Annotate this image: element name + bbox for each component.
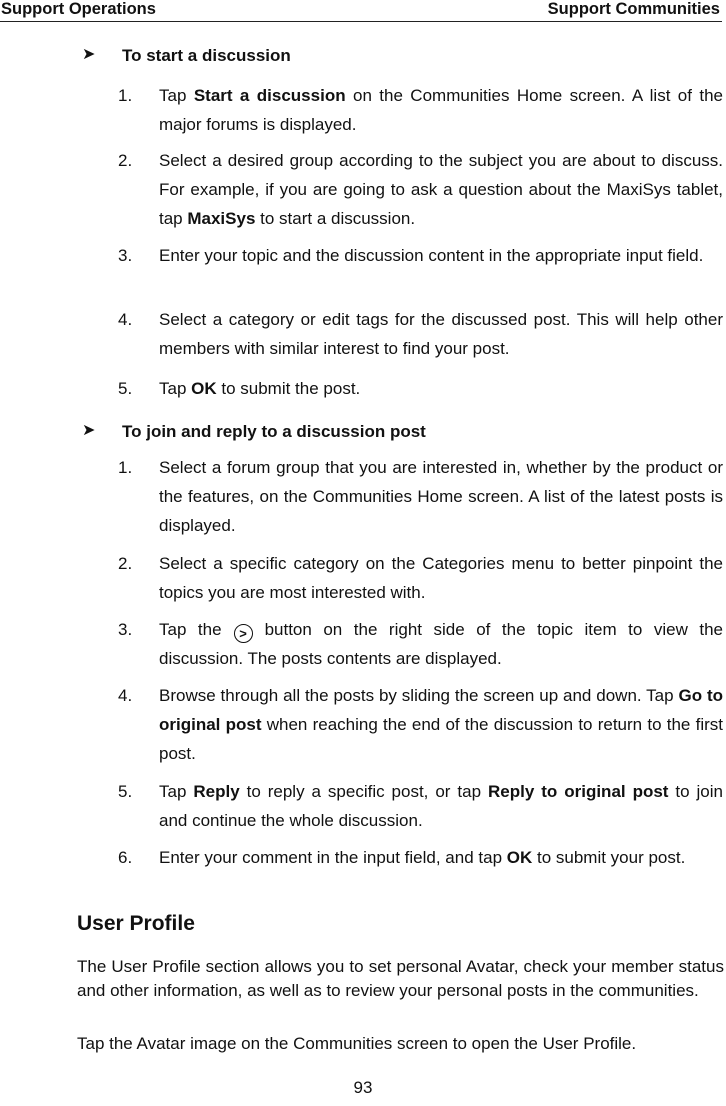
section-title-user-profile: User Profile [77, 912, 195, 935]
page-header [0, 0, 722, 22]
arrow-bullet-icon: ➤ [82, 422, 96, 439]
arrow-bullet-icon: ➤ [82, 46, 96, 63]
header-left: Support Operations [1, 0, 156, 18]
paragraph: The User Profile section allows you to set personal Avatar, check your member status and other information, as well as to review your personal posts in the communities. [77, 957, 724, 1000]
header-right: Support Communities [547, 0, 720, 18]
paragraph: Tap the Avatar image on the Communities screen to open the User Profile. [77, 1034, 637, 1053]
page-number: 93 [353, 1078, 373, 1097]
chevron-right-icon: > [234, 624, 253, 643]
